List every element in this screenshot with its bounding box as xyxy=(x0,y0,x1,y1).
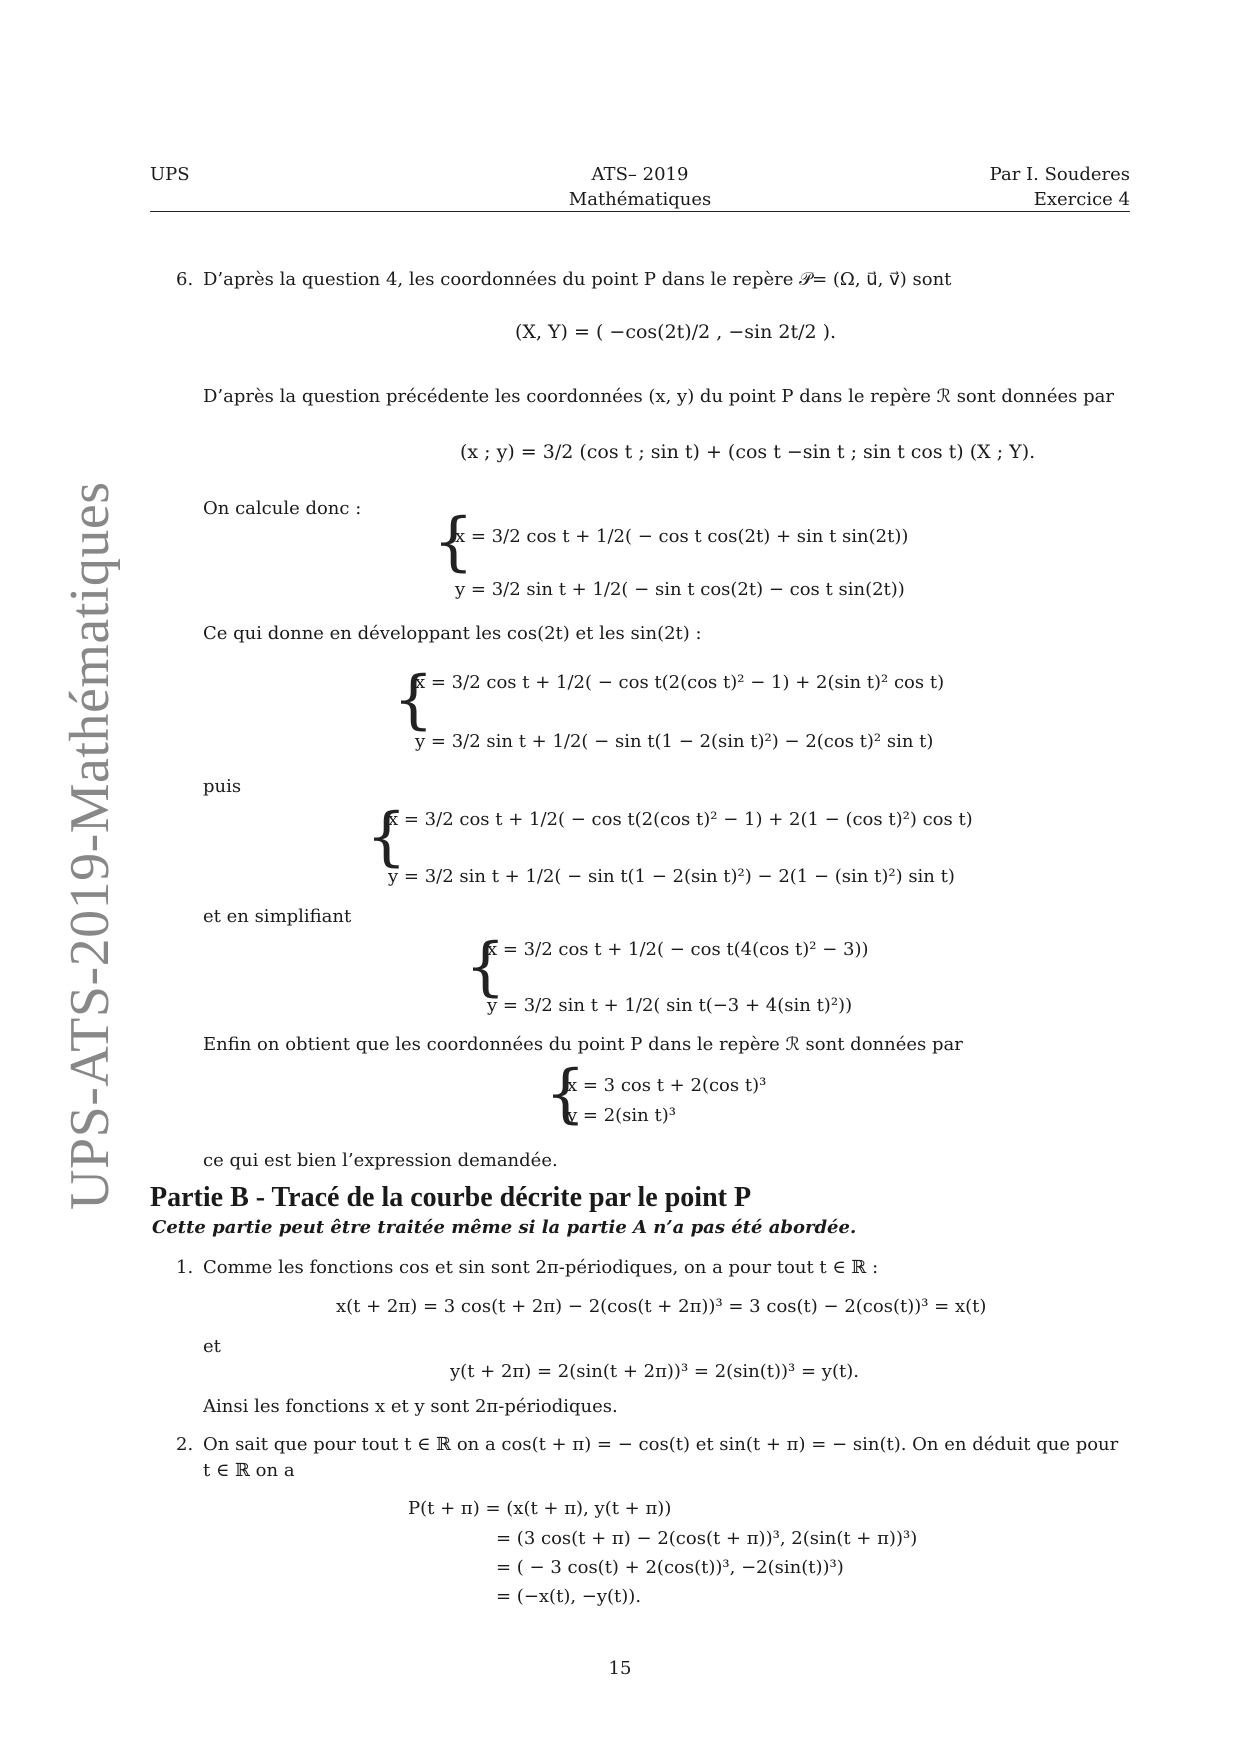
q6-eq1: (X, Y) = ( −cos(2t)/2 , −sin 2t/2 ). xyxy=(515,321,837,343)
q6-text5: puis xyxy=(203,776,242,797)
header-left: UPS xyxy=(150,164,190,185)
b2-line1: P(t + π) = (x(t + π), y(t + π)) xyxy=(408,1498,672,1519)
q6-text6: et en simplifiant xyxy=(203,906,352,927)
sys3-x: x = 3/2 cos t + 1/2( − cos t(2(cos t)² − 1) + 2(1 − (cos t)²) cos t) xyxy=(388,809,973,830)
b2-line2: = (3 cos(t + π) − 2(cos(t + π))³, 2(sin(t + π))³) xyxy=(496,1528,918,1549)
sys4-x: x = 3/2 cos t + 1/2( − cos t(4(cos t)² − 3)) xyxy=(487,939,869,960)
section-subtitle: Cette partie peut être traitée même si la partie A n’a pas été abordée. xyxy=(152,1217,857,1238)
b2-text1: On sait que pour tout t ∈ ℝ on a cos(t + π) = − cos(t) et sin(t + π) = − sin(t). On en déduit que pour xyxy=(203,1434,1119,1455)
sys2-y: y = 3/2 sin t + 1/2( − sin t(1 − 2(sin t)²) − 2(cos t)² sin t) xyxy=(415,731,934,752)
watermark: UPS-ATS-2019-Mathématiques xyxy=(59,481,121,1210)
q6-intro: D’après la question 4, les coordonnées du point P dans le repère 𝒫= (Ω, u⃗, v⃗) sont xyxy=(203,269,952,290)
system-brace-4: { xyxy=(465,930,506,1004)
q6-eq2: (x ; y) = 3/2 (cos t ; sin t) + (cos t −sin t ; sin t cos t) (X ; Y). xyxy=(460,441,1036,463)
system-brace-2: { xyxy=(393,663,434,737)
header-center-line1: ATS– 2019 xyxy=(591,164,689,185)
q6-text4: Ce qui donne en développant les cos(2t) et les sin(2t) : xyxy=(203,623,702,644)
page-number: 15 xyxy=(608,1658,632,1679)
sys1-x: x = 3/2 cos t + 1/2( − cos t cos(2t) + sin t sin(2t)) xyxy=(455,526,909,547)
system-brace-1: { xyxy=(433,505,474,579)
header-rule xyxy=(150,211,1130,212)
b1-et: et xyxy=(203,1336,221,1357)
b2-text2: t ∈ ℝ on a xyxy=(203,1460,295,1481)
sys3-y: y = 3/2 sin t + 1/2( − sin t(1 − 2(sin t)²) − 2(1 − (sin t)²) sin t) xyxy=(388,866,955,887)
header-center-line2: Mathématiques xyxy=(568,189,712,210)
header-right-line2: Exercice 4 xyxy=(1033,189,1130,210)
header-right xyxy=(990,162,1130,212)
system-brace-3: { xyxy=(366,800,407,874)
section-title-partie-b: Partie B - Tracé de la courbe décrite par le point P xyxy=(150,1182,752,1213)
q6-text3: On calcule donc : xyxy=(203,498,362,519)
q6-text7: Enfin on obtient que les coordonnées du point P dans le repère ℛ sont données par xyxy=(203,1034,963,1055)
header-center xyxy=(150,162,1130,212)
question-b2-number: 2. xyxy=(176,1434,194,1455)
q6-text8: ce qui est bien l’expression demandée. xyxy=(203,1150,558,1171)
b2-line3: = ( − 3 cos(t) + 2(cos(t))³, −2(sin(t))³) xyxy=(496,1557,844,1578)
question-b1-number: 1. xyxy=(176,1257,194,1278)
sys4-y: y = 3/2 sin t + 1/2( sin t(−3 + 4(sin t)²)) xyxy=(487,995,853,1016)
b2-line4: = (−x(t), −y(t)). xyxy=(496,1586,642,1607)
q6-text2: D’après la question précédente les coordonnées (x, y) du point P dans le repère ℛ sont données par xyxy=(203,386,1114,407)
sys2-x: x = 3/2 cos t + 1/2( − cos t(2(cos t)² − 1) + 2(sin t)² cos t) xyxy=(415,672,945,693)
header-right-line1: Par I. Souderes xyxy=(989,164,1130,185)
sys5-y: y = 2(sin t)³ xyxy=(567,1105,676,1126)
sys1-y: y = 3/2 sin t + 1/2( − sin t cos(2t) − cos t sin(2t)) xyxy=(455,579,905,600)
b1-text: Comme les fonctions cos et sin sont 2π-périodiques, on a pour tout t ∈ ℝ : xyxy=(203,1257,879,1278)
b1-eq2: y(t + 2π) = 2(sin(t + 2π))³ = 2(sin(t))³ = y(t). xyxy=(450,1361,859,1382)
question-6-number: 6. xyxy=(176,269,194,290)
system-brace-5: { xyxy=(545,1057,586,1131)
b1-conclusion: Ainsi les fonctions x et y sont 2π-périodiques. xyxy=(203,1396,618,1417)
b1-eq1: x(t + 2π) = 3 cos(t + 2π) − 2(cos(t + 2π))³ = 3 cos(t) − 2(cos(t))³ = x(t) xyxy=(336,1296,987,1317)
sys5-x: x = 3 cos t + 2(cos t)³ xyxy=(567,1075,767,1096)
